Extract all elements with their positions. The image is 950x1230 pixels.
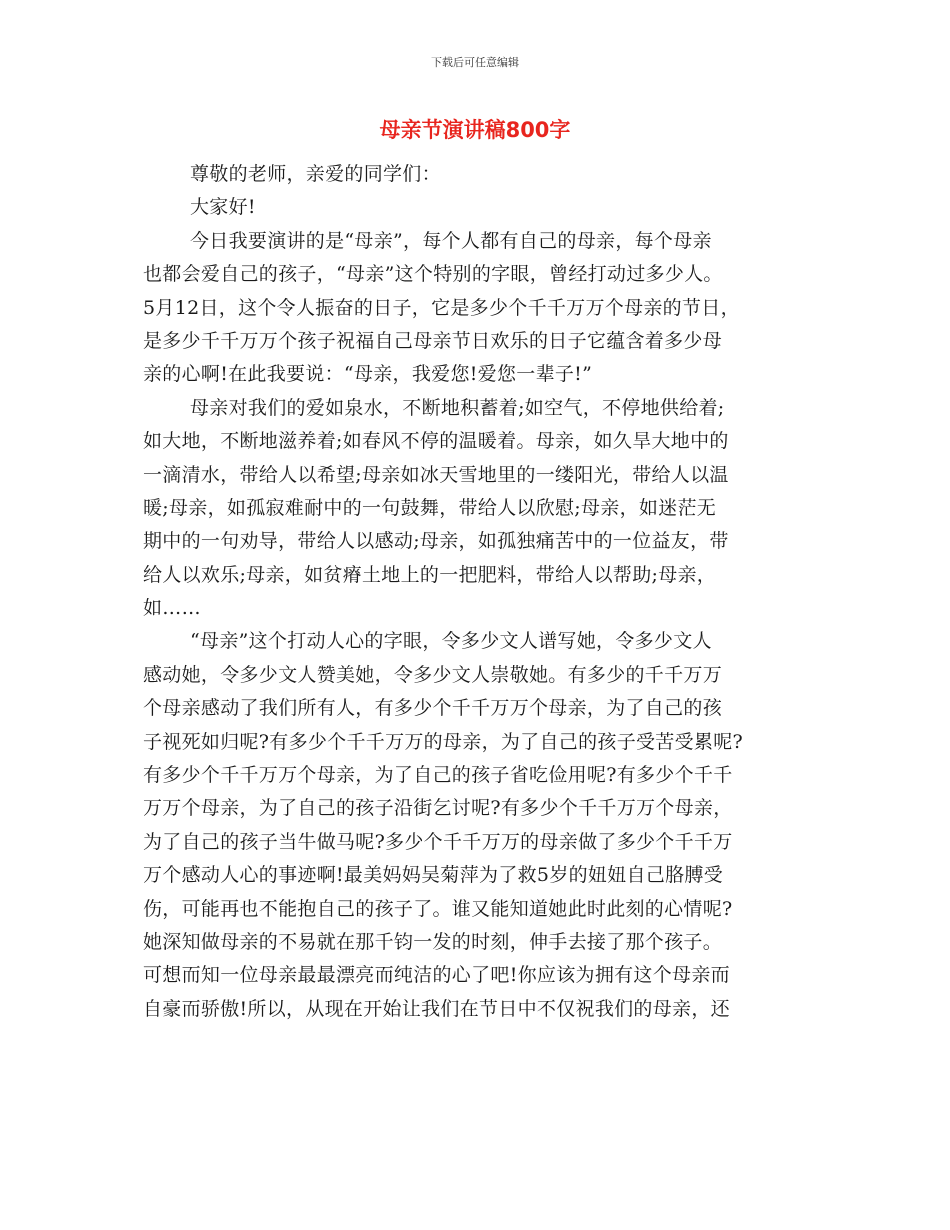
document-body <box>143 158 807 1026</box>
text-line: 万万个母亲，为了自己的孩子沿街乞讨呢?有多少个千千万万个母亲， <box>143 797 733 820</box>
text-line: 有多少个千千万万个母亲，为了自己的孩子省吃俭用呢?有多少个千千 <box>143 764 733 787</box>
text-line: 一滴清水，带给人以希望;母亲如冰天雪地里的一缕阳光，带给人以温 <box>143 463 729 486</box>
text-line: 她深知做母亲的不易就在那千钧一发的时刻，伸手去接了那个孩子。 <box>143 930 723 953</box>
text-line: 也都会爱自己的孩子，“母亲”这个特别的字眼，曾经打动过多少人。 <box>143 263 723 286</box>
text-line: 5月12日，这个令人振奋的日子，它是多少个千千万万个母亲的节日， <box>143 296 740 319</box>
text-line: 母亲对我们的爱如泉水，不断地积蓄着;如空气，不停地供给着; <box>190 396 725 419</box>
text-line: 如大地，不断地滋养着;如春风不停的温暖着。母亲，如久旱大地中的 <box>143 430 729 453</box>
text-line: 伤，可能再也不能抱自己的孩子了。谁又能知道她此时此刻的心情呢? <box>143 897 733 920</box>
text-line: 暖;母亲，如孤寂难耐中的一句鼓舞，带给人以欣慰;母亲，如迷茫无 <box>143 496 717 519</box>
text-line: 为了自己的孩子当牛做马呢?多少个千千万万的母亲做了多少个千千万 <box>143 830 733 853</box>
text-line: 今日我要演讲的是“母亲”，每个人都有自己的母亲，每个母亲 <box>190 229 712 252</box>
text-line: 自豪而骄傲!所以，从现在开始让我们在节日中不仅祝我们的母亲，还 <box>143 997 730 1020</box>
page-header-note: 下载后可任意编辑 <box>431 56 519 69</box>
text-line: 期中的一句劝导，带给人以感动;母亲，如孤独痛苦中的一位益友，带 <box>143 530 729 553</box>
text-line: 万个感动人心的事迹啊!最美妈妈吴菊萍为了救5岁的妞妞自己胳膊受 <box>143 864 724 887</box>
text-line: 是多少千千万万个孩子祝福自己母亲节日欢乐的日子它蕴含着多少母 <box>143 329 723 352</box>
document-title: 母亲节演讲稿800字 <box>379 118 571 142</box>
text-line: 尊敬的老师，亲爱的同学们： <box>190 163 441 185</box>
text-line: 可想而知一位母亲最最漂亮而纯洁的心了吧!你应该为拥有这个母亲而 <box>143 964 730 987</box>
text-line: 给人以欢乐;母亲，如贫瘠土地上的一把肥料，带给人以帮助;母亲， <box>143 563 717 586</box>
text-line: 大家好! <box>190 196 256 219</box>
text-line: 感动她，令多少文人赞美她，令多少文人崇敬她。有多少的千千万万 <box>143 663 723 686</box>
text-line: “母亲”这个打动人心的字眼，令多少文人谱写她，令多少文人 <box>190 630 712 653</box>
text-line: 如…… <box>143 597 201 620</box>
text-line: 子视死如归呢?有多少个千千万万的母亲，为了自己的孩子受苦受累呢? <box>143 730 743 753</box>
text-line: 个母亲感动了我们所有人，有多少个千千万万个母亲，为了自己的孩 <box>143 697 723 720</box>
text-line: 亲的心啊!在此我要说：“母亲，我爱您!爱您一辈子!” <box>143 363 593 386</box>
